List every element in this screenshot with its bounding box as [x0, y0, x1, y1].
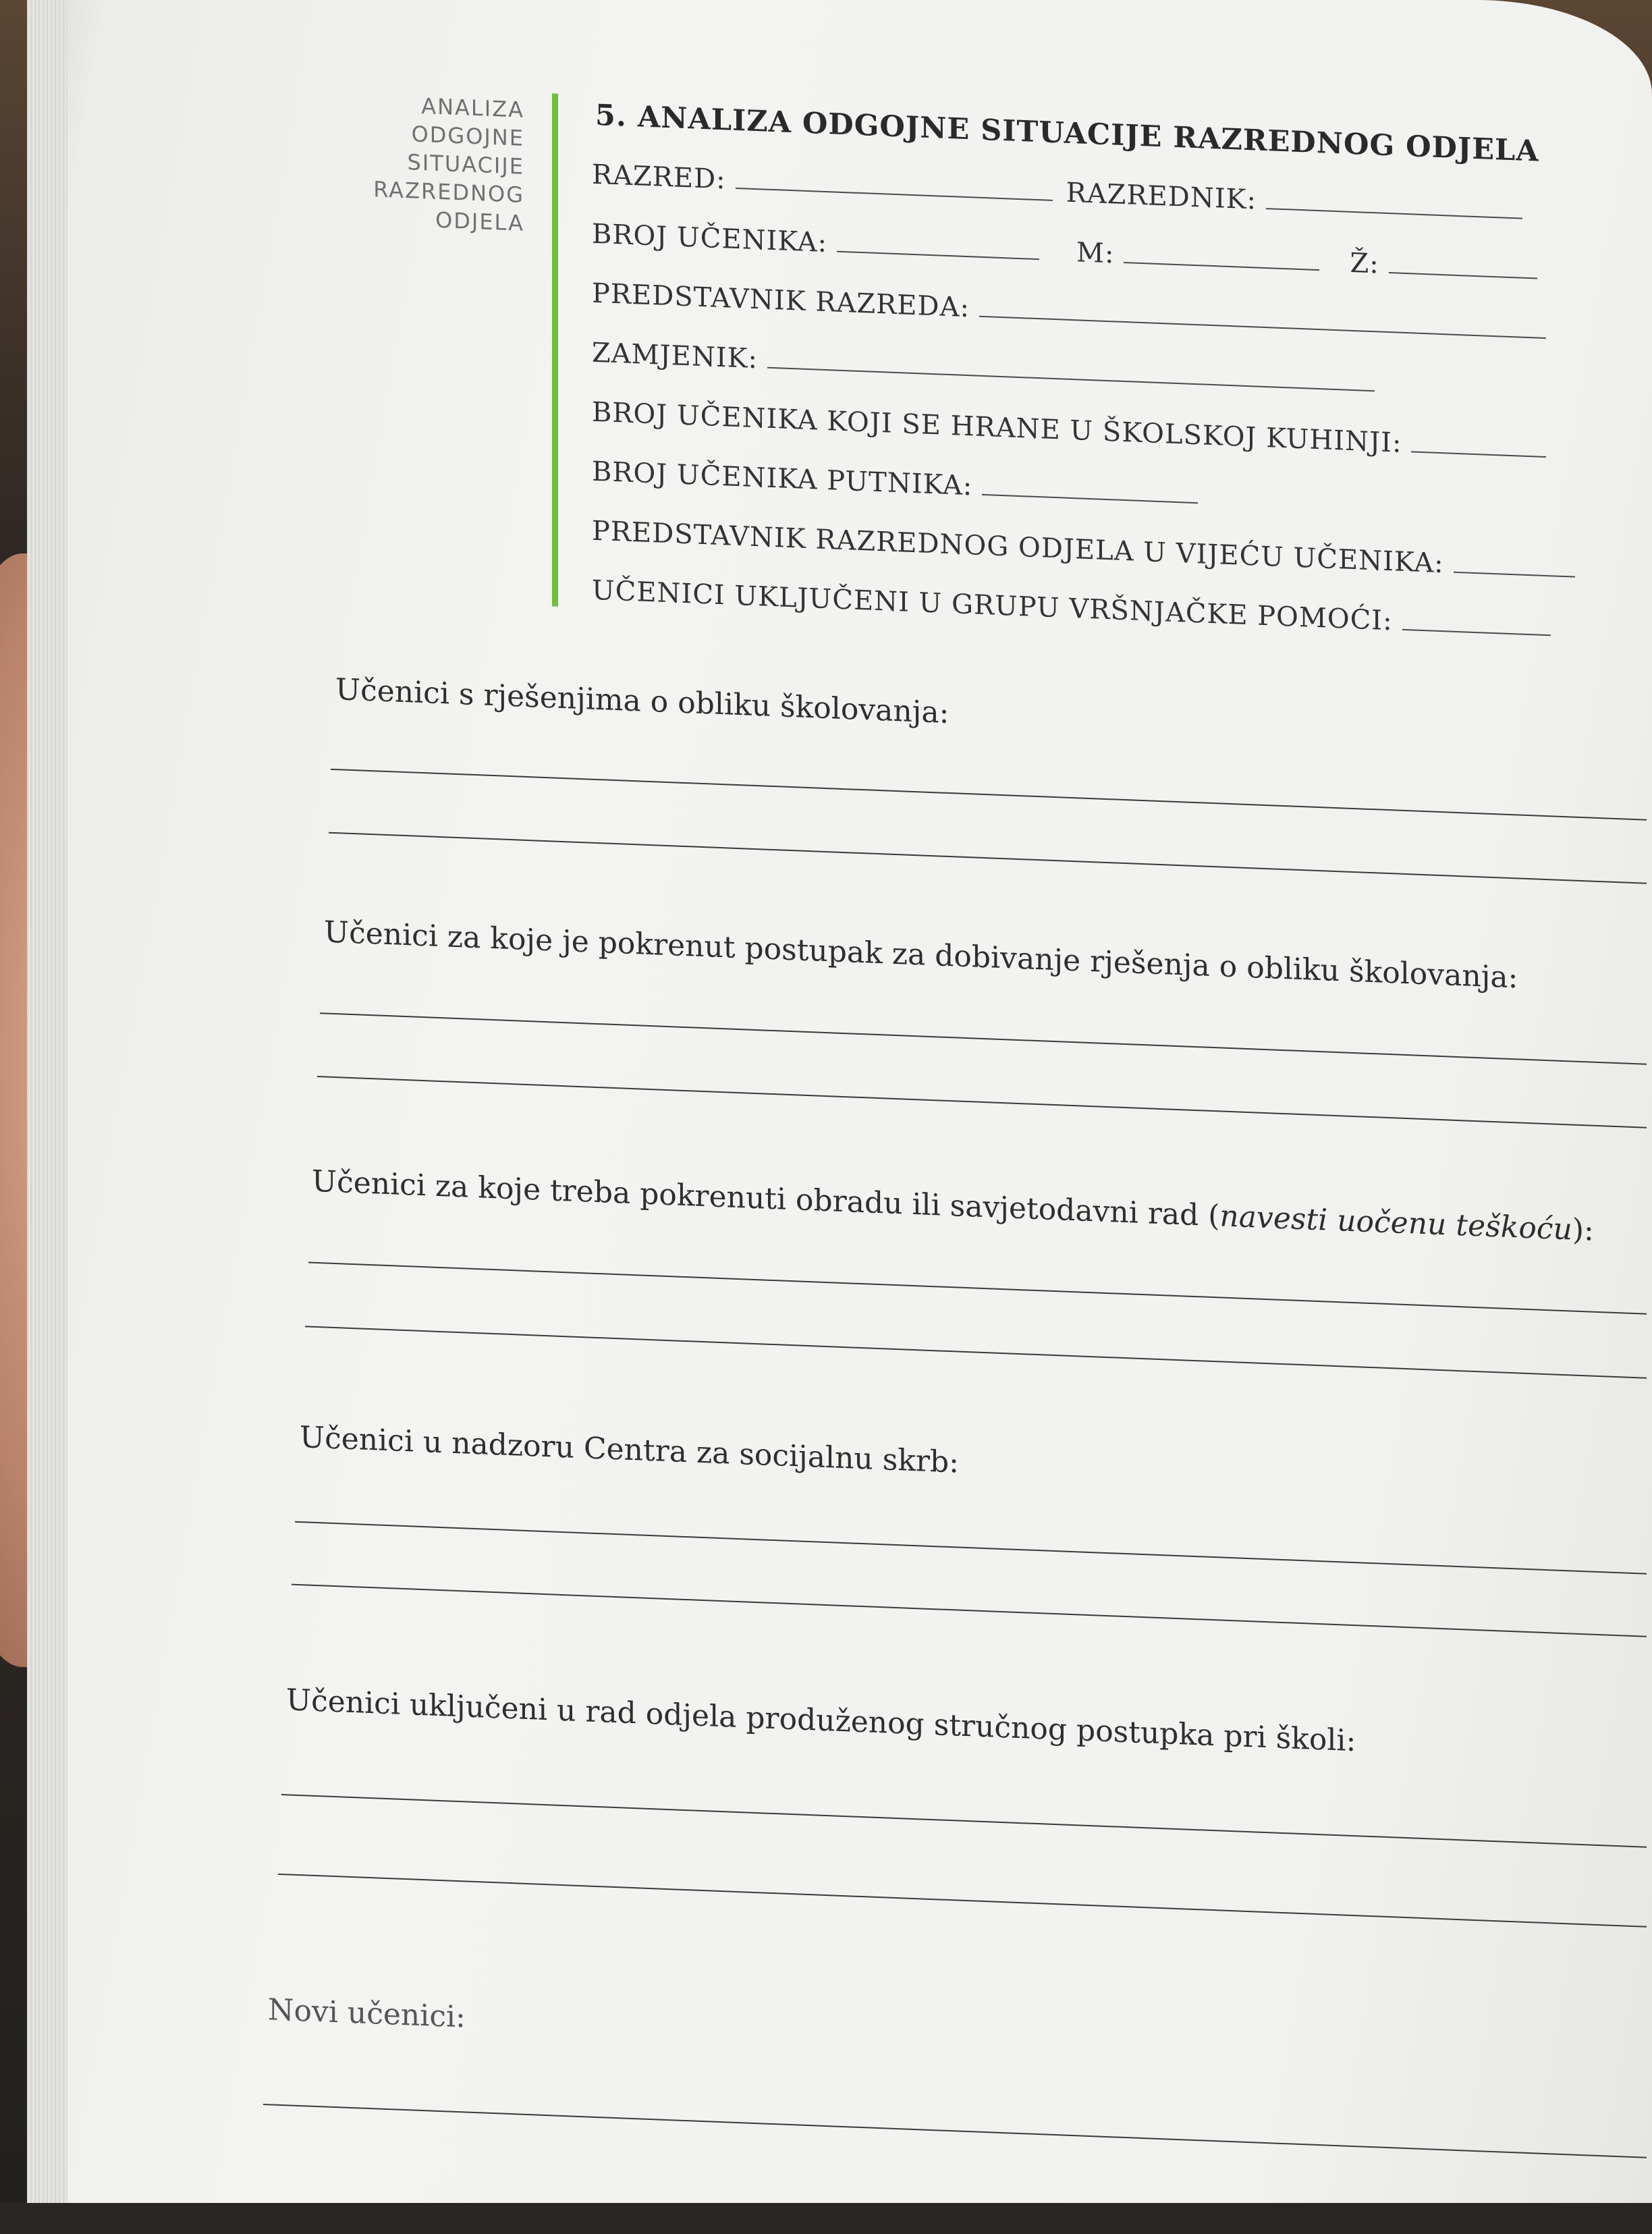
section-postupak-line[interactable] — [320, 1012, 1647, 1065]
section-obrada-end: ): — [1572, 1212, 1594, 1248]
field-row-zamjenik — [592, 337, 1388, 408]
section-rjesenja-heading: Učenici s rješenjima o obliku školovanja: — [335, 672, 949, 731]
z-input-line[interactable] — [1389, 271, 1537, 279]
side-label-line: ODGOJNE — [411, 121, 524, 151]
m-label: M: — [1076, 237, 1115, 270]
kuhinja-input-line[interactable] — [1411, 449, 1546, 458]
side-label-line: SITUACIJE — [407, 149, 524, 180]
predstavnik-razreda-label: PREDSTAVNIK RAZREDA: — [592, 277, 970, 324]
predstavnik-razreda-input-line[interactable] — [979, 315, 1546, 339]
section-csr-line[interactable] — [292, 1584, 1647, 1637]
vrsnjacka-input-line[interactable] — [1402, 628, 1551, 636]
field-row-putnici — [592, 456, 1211, 520]
section-obrada-heading — [312, 1164, 1594, 1248]
putnici-label: BROJ UČENIKA PUTNIKA: — [592, 456, 973, 502]
razred-input-line[interactable] — [736, 186, 1053, 201]
broj-ucenika-label: BROJ UČENIKA: — [592, 218, 827, 259]
section-rjesenja-line[interactable] — [329, 832, 1647, 884]
section-obrada-text: Učenici za koje treba pokrenuti obradu ili savjetodavni rad ( — [312, 1164, 1220, 1234]
zamjenik-input-line[interactable] — [767, 366, 1375, 392]
side-label-line: ANALIZA — [421, 92, 524, 123]
section-rjesenja-line[interactable] — [331, 769, 1647, 821]
section-obrada-note: navesti uočenu teškoću — [1219, 1199, 1572, 1247]
section-produzeni-line[interactable] — [278, 1874, 1647, 1928]
side-label-line: RAZREDNOG — [373, 176, 524, 208]
section-novi-heading: Novi učenici: — [268, 1992, 466, 2035]
section-csr-line[interactable] — [295, 1521, 1647, 1575]
side-label-line: ODJELA — [435, 207, 524, 236]
page-title: 5. ANALIZA ODGOJNE SITUACIJE RAZREDNOG ODJELA — [595, 98, 1539, 169]
kuhinja-label: BROJ UČENIKA KOJI SE HRANE U ŠKOLSKOJ KUHINJI: — [592, 396, 1402, 459]
zamjenik-label: ZAMJENIK: — [592, 337, 759, 375]
putnici-input-line[interactable] — [982, 493, 1198, 503]
broj-ucenika-input-line[interactable] — [837, 250, 1039, 261]
section-produzeni-heading: Učenici uključeni u rad odjela produženog stručnog postupka pri školi: — [286, 1683, 1356, 1759]
razred-label: RAZRED: — [592, 159, 726, 196]
green-accent-bar — [552, 93, 558, 606]
section-obrada-line[interactable] — [305, 1326, 1647, 1378]
section-postupak-line[interactable] — [317, 1076, 1647, 1128]
side-section-label — [292, 87, 524, 238]
section-produzeni-line[interactable] — [281, 1794, 1647, 1848]
razrednik-input-line[interactable] — [1266, 207, 1522, 219]
vrsnjacka-label: UČENICI UKLJUČENI U GRUPU VRŠNJAČKE POMOĆI: — [592, 574, 1393, 637]
section-postupak-heading: Učenici za koje je pokrenut postupak za dobivanje rješenja o obliku školovanja: — [324, 915, 1518, 996]
vijece-input-line[interactable] — [1454, 570, 1575, 578]
section-obrada-line[interactable] — [308, 1262, 1647, 1315]
section-novi-line[interactable] — [263, 2104, 1647, 2158]
section-csr-heading: Učenici u nadzoru Centra za socijalnu skrb: — [300, 1420, 960, 1480]
z-label: Ž: — [1350, 247, 1379, 280]
m-input-line[interactable] — [1124, 261, 1319, 271]
vijece-label: PREDSTAVNIK RAZREDNOG ODJELA U VIJEĆU UČENIKA: — [592, 515, 1444, 580]
razrednik-label: RAZREDNIK: — [1066, 177, 1257, 216]
